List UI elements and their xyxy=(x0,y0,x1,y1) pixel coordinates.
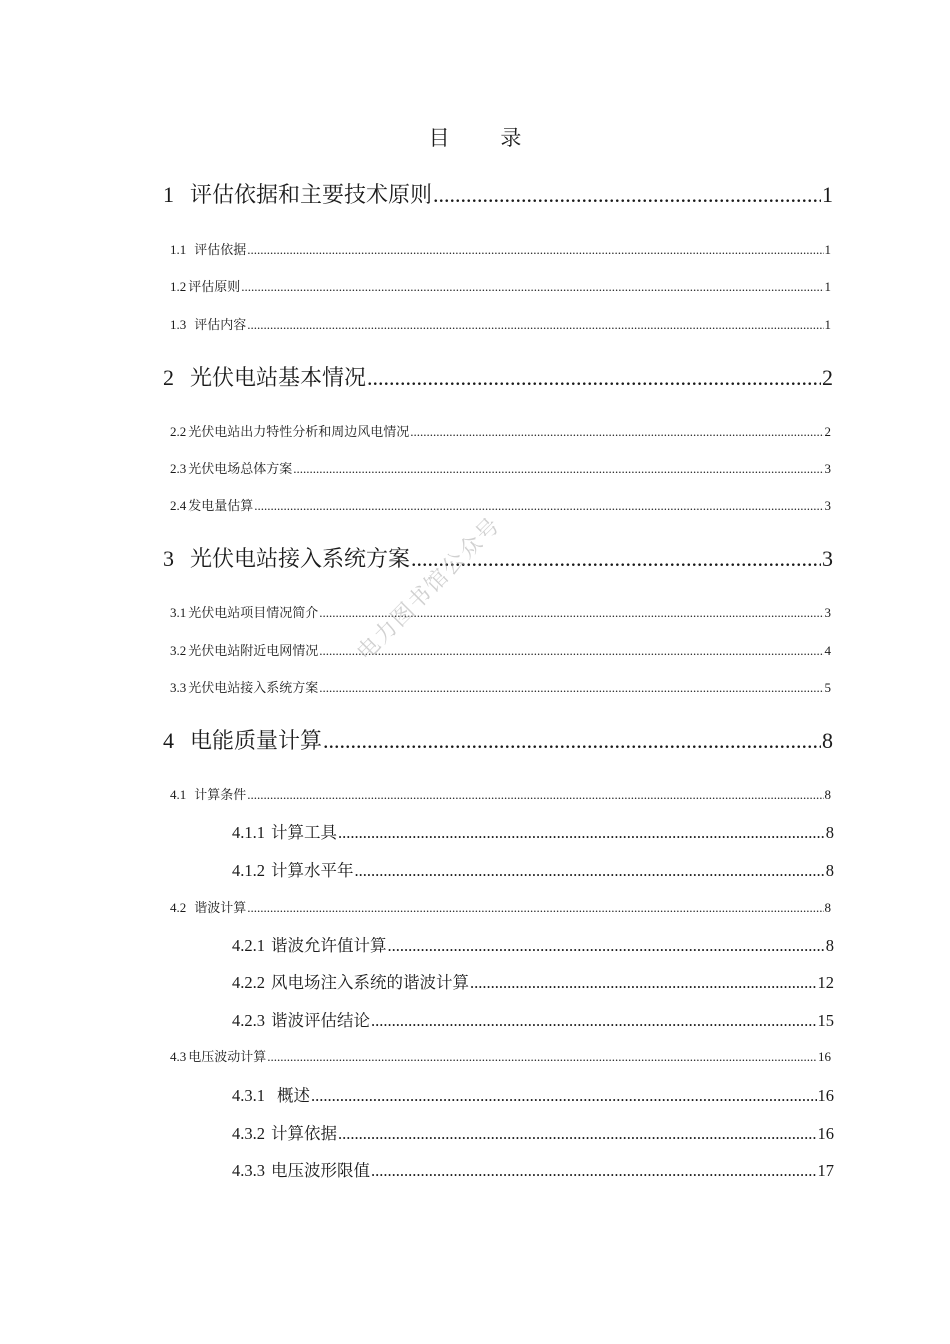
toc-number: 4.1 xyxy=(170,787,187,802)
page-title: 目 录 xyxy=(428,126,544,150)
toc-number: 2 xyxy=(163,365,174,390)
toc-page-number: 5 xyxy=(824,680,831,695)
toc-page-number: 8 xyxy=(825,861,834,880)
toc-number: 4.2.3 xyxy=(232,1011,265,1030)
toc-title: 概述 xyxy=(277,1086,310,1105)
toc-number: 4.1.1 xyxy=(232,823,265,842)
toc-number: 3.1 xyxy=(170,605,187,620)
toc-title: 光伏电站出力特性分析和周边风电情况 xyxy=(188,425,410,440)
toc-entry-1[interactable] xyxy=(163,178,833,209)
toc-number: 3.3 xyxy=(170,680,187,695)
toc-number: 4.3.1 xyxy=(232,1086,265,1105)
toc-number: 4 xyxy=(163,728,174,753)
toc-number: 4.1.2 xyxy=(232,861,265,880)
toc-entry-4-2-1[interactable] xyxy=(232,932,834,956)
toc-entry-3[interactable] xyxy=(163,542,833,573)
toc-entry-4[interactable] xyxy=(163,724,833,755)
toc-entry-4-2-3[interactable] xyxy=(232,1007,834,1031)
toc-page-number: 3 xyxy=(822,546,833,571)
toc-title: 评估内容 xyxy=(194,318,247,333)
toc-leader xyxy=(367,365,821,391)
toc-leader xyxy=(247,317,823,333)
toc-title: 谐波允许值计算 xyxy=(271,936,387,955)
toc-page-number: 15 xyxy=(817,1011,834,1030)
toc-entry-4-2[interactable] xyxy=(170,897,831,916)
toc-title: 电能质量计算 xyxy=(190,729,323,754)
toc-leader xyxy=(267,1049,817,1065)
toc-page-number: 8 xyxy=(824,900,831,915)
toc-number: 1.3 xyxy=(170,317,187,332)
toc-page-number: 17 xyxy=(817,1161,834,1180)
toc-leader xyxy=(247,242,823,258)
toc-number: 4.3.2 xyxy=(232,1124,265,1143)
toc-leader xyxy=(319,643,823,659)
toc-page-number: 8 xyxy=(822,728,833,753)
toc-number: 1.2 xyxy=(170,279,187,294)
toc-title: 光伏电站接入系统方案 xyxy=(190,547,411,572)
toc-leader xyxy=(254,498,823,514)
toc-number: 1 xyxy=(163,182,174,207)
toc-title: 谐波计算 xyxy=(194,901,247,916)
toc-number: 3 xyxy=(163,546,174,571)
toc-leader xyxy=(293,461,823,477)
toc-leader xyxy=(319,680,823,696)
toc-number: 2.3 xyxy=(170,461,187,476)
toc-number: 4.3.3 xyxy=(232,1161,265,1180)
toc-page-number: 1 xyxy=(824,317,831,332)
toc-entry-2-3[interactable] xyxy=(170,458,831,477)
toc-number: 4.2 xyxy=(170,900,187,915)
toc-leader xyxy=(323,728,821,754)
toc-entry-3-3[interactable] xyxy=(170,677,831,696)
toc-title: 评估原则 xyxy=(188,280,241,295)
toc-page-number: 8 xyxy=(824,787,831,802)
toc-leader xyxy=(470,973,817,993)
toc-entry-3-1[interactable] xyxy=(170,602,831,621)
toc-entry-2-4[interactable] xyxy=(170,495,831,514)
toc-number: 2.2 xyxy=(170,424,187,439)
toc-title: 计算工具 xyxy=(271,823,337,842)
toc-leader xyxy=(311,1086,817,1106)
toc-number: 4.2.1 xyxy=(232,936,265,955)
toc-page-number: 4 xyxy=(824,643,831,658)
toc-page-number: 16 xyxy=(817,1124,834,1143)
toc-leader xyxy=(433,182,821,208)
toc-title: 计算水平年 xyxy=(271,861,354,880)
watermark: 电力图书馆公众号 xyxy=(352,512,507,666)
toc-page-number: 3 xyxy=(824,498,831,513)
toc-title: 评估依据 xyxy=(194,243,247,258)
toc-title: 光伏电场总体方案 xyxy=(188,462,293,477)
toc-entry-4-3-1[interactable] xyxy=(232,1082,834,1106)
toc-title: 评估依据和主要技术原则 xyxy=(190,183,433,208)
toc-entry-3-2[interactable] xyxy=(170,640,831,659)
toc-page-number: 16 xyxy=(818,1049,831,1064)
toc-title: 计算条件 xyxy=(194,788,247,803)
toc-page-number: 8 xyxy=(825,823,834,842)
toc-title: 光伏电站基本情况 xyxy=(190,366,367,391)
toc-entry-2[interactable] xyxy=(163,361,833,392)
toc-page-number: 2 xyxy=(824,424,831,439)
toc-leader xyxy=(241,279,823,295)
toc-entry-1-3[interactable] xyxy=(170,314,831,333)
toc-page-number: 16 xyxy=(817,1086,834,1105)
toc-entry-1-1[interactable] xyxy=(170,239,831,258)
toc-entry-4-1-2[interactable] xyxy=(232,857,834,881)
toc-number: 3.2 xyxy=(170,643,187,658)
toc-leader xyxy=(355,861,825,881)
toc-title: 光伏电站附近电网情况 xyxy=(188,644,319,659)
toc-number: 2.4 xyxy=(170,498,187,513)
toc-page-number: 3 xyxy=(824,605,831,620)
toc-title: 电压波形限值 xyxy=(271,1161,370,1180)
toc-number: 1.1 xyxy=(170,242,187,257)
toc-title: 计算依据 xyxy=(271,1124,337,1143)
toc-title: 风电场注入系统的谐波计算 xyxy=(271,973,469,992)
toc-page-number: 8 xyxy=(825,936,834,955)
toc-leader xyxy=(247,900,823,916)
toc-entry-4-3-2[interactable] xyxy=(232,1120,834,1144)
toc-title: 光伏电站接入系统方案 xyxy=(188,681,319,696)
toc-entry-4-1-1[interactable] xyxy=(232,819,834,843)
toc-leader xyxy=(338,1124,817,1144)
toc-entry-4-2-2[interactable] xyxy=(232,969,834,993)
toc-page-number: 2 xyxy=(822,365,833,390)
toc-leader xyxy=(410,424,823,440)
toc-entry-4-3[interactable] xyxy=(170,1046,831,1065)
toc-page-number: 1 xyxy=(822,182,833,207)
toc-page-number: 1 xyxy=(824,242,831,257)
toc-entry-4-1[interactable] xyxy=(170,784,831,803)
toc-page-number: 12 xyxy=(817,973,834,992)
toc-leader xyxy=(371,1011,817,1031)
toc-leader xyxy=(371,1161,817,1181)
toc-page-number: 3 xyxy=(824,461,831,476)
toc-leader xyxy=(247,787,823,803)
toc-leader xyxy=(388,936,825,956)
toc-title: 电压波动计算 xyxy=(188,1050,267,1065)
toc-title: 谐波评估结论 xyxy=(271,1011,370,1030)
toc-entry-1-2[interactable] xyxy=(170,276,831,295)
toc-leader xyxy=(338,823,825,843)
toc-title: 光伏电站项目情况简介 xyxy=(188,606,319,621)
toc-page-number: 1 xyxy=(824,279,831,294)
toc-number: 4.2.2 xyxy=(232,973,265,992)
toc-number: 4.3 xyxy=(170,1049,187,1064)
toc-entry-2-2[interactable] xyxy=(170,421,831,440)
toc-title: 发电量估算 xyxy=(188,499,254,514)
toc-entry-4-3-3[interactable] xyxy=(232,1157,834,1181)
